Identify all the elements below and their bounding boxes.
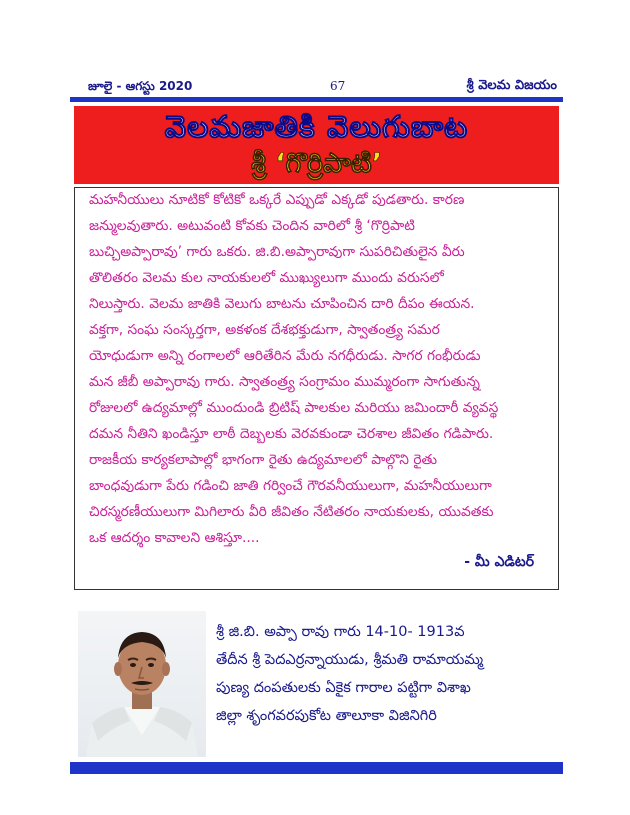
header-rule (70, 97, 563, 102)
editorial-line: రాజకీయ కార్యకలాపాల్లో భాగంగా రైతు ఉద్యమాలలో పాల్గొని రైతు (89, 452, 438, 468)
editorial-line: చిరస్మరణీయులుగా మిగిలారు వీరి జీవితం నేటితరం నాయకులకు, యువతకు (89, 504, 494, 520)
bio-line: జిల్లా శృంగవరపుకోట తాలూకా విజినిగిరి (216, 708, 437, 724)
article-title: వెలమజాతికి వెలుగుబాట (164, 110, 469, 145)
editorial-line: వక్తగా, సంఘ సంస్కర్తగా, అకళంక దేశభక్తుడుగా, స్వాతంత్ర్య సమర (89, 322, 440, 338)
editorial-line: తొలితరం వెలమ కుల నాయకులలో ముఖ్యులుగా ముందు వరుసలో (89, 270, 444, 286)
bio-line: శ్రీ జి.బి. అప్పా రావు గారు 14-10- 1913వ (216, 624, 465, 640)
page-header (70, 76, 563, 98)
issue-date: జూలై - ఆగస్టు 2020 (88, 79, 193, 93)
footer-rule (70, 762, 563, 774)
editor-signature: - మీ ఎడిటర్ (464, 554, 534, 570)
bio-line: తేదీన శ్రీ పెదఎర్రన్నాయుడు, శ్రీమతి రామాయమ్మ (216, 652, 484, 668)
page-number: 67 (330, 79, 346, 93)
title-banner (74, 106, 559, 184)
editorial-line: మహనీయులు నూటికో కోటికో ఒక్కరే ఎప్పుడో ఎక్కడో పుడతారు. కారణ (89, 192, 465, 208)
editorial-line: రోజులలో ఉద్యమాల్లో ముందుండి బ్రిటిష్ పాలకుల మరియు జమిందారీ వ్యవస్థ (89, 400, 499, 416)
editorial-line: జన్ములవుతారు. అటువంటి కోవకు చెందిన వారిలో శ్రీ ‘గొర్రిపాటి (89, 218, 415, 234)
article-subtitle: శ్రీ ‘గొర్రిపాటి’ (251, 148, 382, 179)
editorial-line: బుచ్చిఅప్పారావు’ గారు ఒకరు. జి.బి.అప్పారావుగా సుపరిచితులైన వీరు (89, 244, 465, 260)
portrait-illustration (78, 611, 206, 757)
editorial-line: మన జీబీ అప్పారావు గారు. స్వాతంత్ర్య సంగ్రామం ముమ్మరంగా సాగుతున్న (89, 374, 480, 390)
editorial-box (74, 187, 559, 590)
editorial-line: ఒక ఆదర్శం కావాలని ఆశిస్తూ.... (89, 530, 260, 546)
portrait-photo (78, 611, 206, 757)
bio-line: పుణ్య దంపతులకు ఏకైక గారాల పట్టిగా విశాఖ (216, 680, 471, 696)
editorial-line: యోధుడుగా అన్ని రంగాలలో ఆరితేరిన మేరు నగధీరుడు. సాగర గంభీరుడు (89, 348, 481, 364)
editorial-line: బాంధవుడుగా పేరు గడించి జాతి గర్వించే గౌరవనీయులుగా, మహనీయులుగా (89, 478, 492, 494)
magazine-name: శ్రీ వెలమ విజయం (466, 78, 557, 93)
editorial-line: నిలుస్తారు. వెలమ జాతికి వెలుగు బాటను చూపించిన దారి దీపం ఈయన. (89, 296, 475, 312)
editorial-line: దమన నీతిని ఖండిస్తూ లాఠీ దెబ్బలకు వెరవకుండా చెరశాల జీవితం గడిపారు. (89, 426, 494, 442)
